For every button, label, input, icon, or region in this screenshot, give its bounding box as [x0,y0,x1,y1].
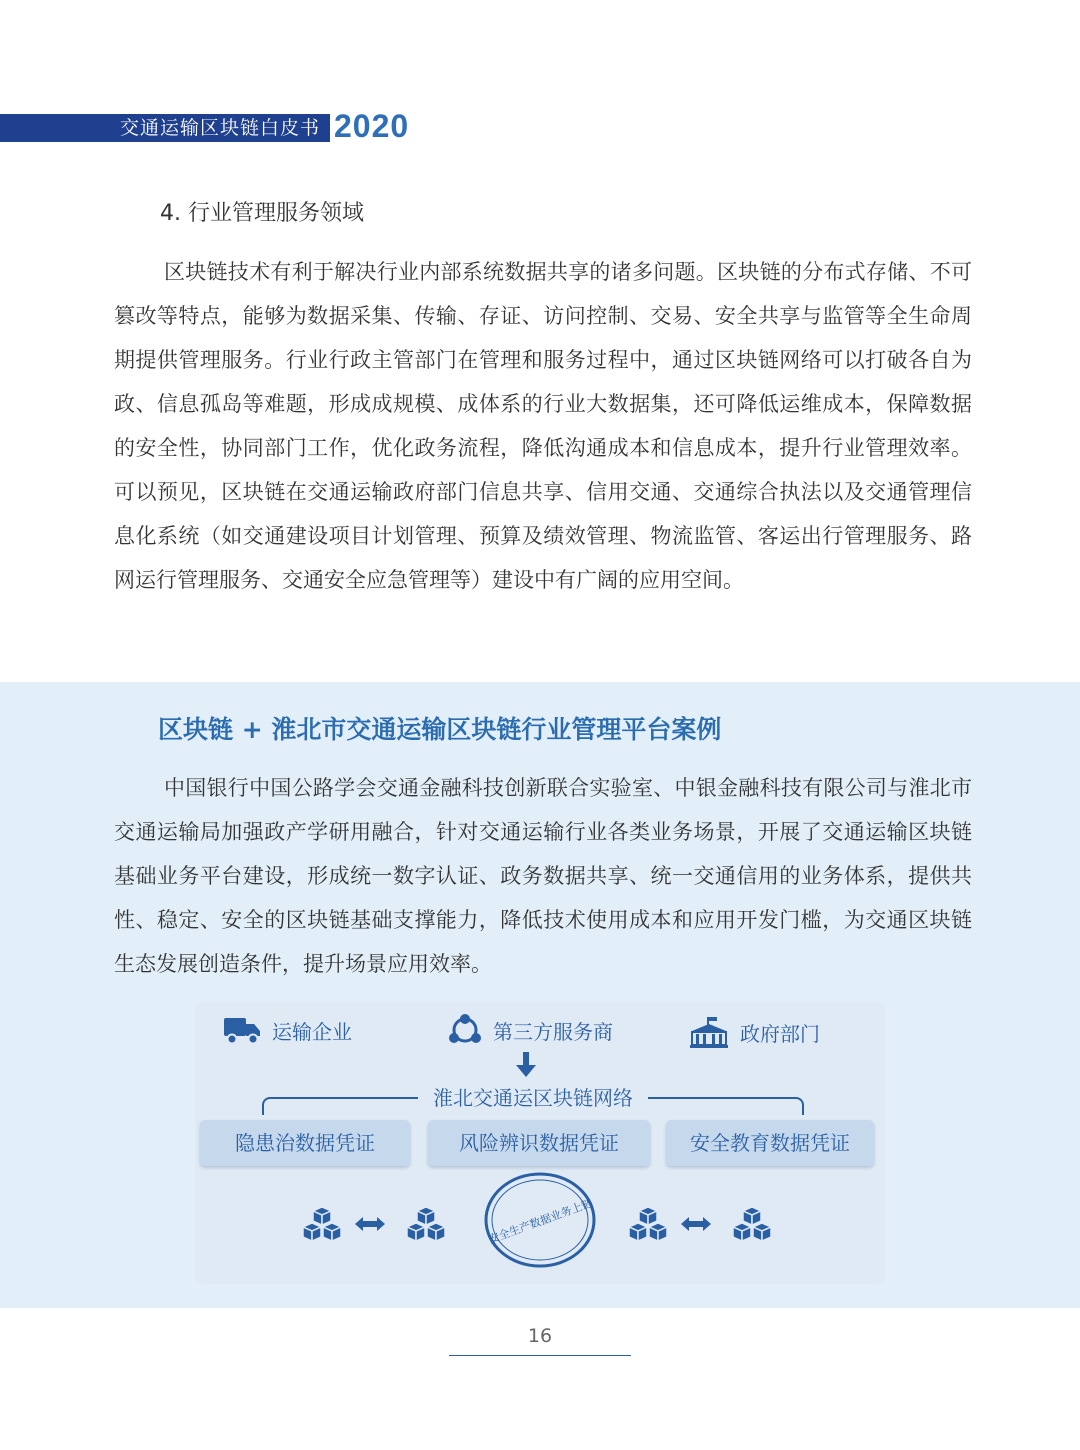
actor-transport-company [222,1010,352,1050]
blocks-icon [300,1205,344,1245]
double-arrow-icon [355,1216,385,1232]
section-heading: 4. 行业管理服务领域 [160,201,364,226]
double-arrow-icon [681,1216,711,1232]
case-title: 区块链 + 淮北市交通运输区块链行业管理平台案例 [158,715,722,744]
actor-government [688,1012,820,1052]
government-building-icon [688,1015,730,1049]
stamp-text: 安全生产数据业务上链 [486,1196,595,1247]
page-number-rule [449,1355,631,1356]
blocks-icon [730,1205,774,1245]
header-year: 2020 [334,108,410,144]
header-title: 交通运输区块链白皮书 [120,117,321,139]
actor-label: 运输企业 [272,1019,352,1044]
arrow-down-icon [514,1052,538,1078]
actor-label: 第三方服务商 [493,1019,613,1044]
truck-icon [222,1014,262,1046]
section-paragraph: 区块链技术有利于解决行业内部系统数据共享的诸多问题。区块链的分布式存储、不可篡改等特点，能够为数据采集、传输、存证、访问控制、交易、安全共享与监管等全生命周期提供管理服务。行业行政主管部门在管理和服务过程中，通过区块链网络可以打破各自为政、信息孤岛等难题，形成成规模、成体系的行业大数据集，还可降低运维成本，保障数据的安全性，协同部门工作，优化政务流程，降低沟通成本和信息成本，提升行业管理效率。可以预见，区块链在交通运输政府部门信息共享、信用交通、交通综合执法以及交通管理信息化系统（如交通建设项目计划管理、预算及绩效管理、物流监管、客运出行管理服务、路网运行管理服务、交通安全应急管理等）建设中有广阔的应用空间。 [114,260,972,592]
blocks-icon [404,1205,448,1245]
actor-third-party [447,1010,613,1050]
network-label: 淮北交通运区块链网络 [418,1082,648,1114]
blocks-icon [626,1205,670,1245]
credential-hazard: 隐患治数据凭证 [200,1120,410,1166]
credential-education: 安全教育数据凭证 [666,1120,874,1166]
actor-label: 政府部门 [740,1021,820,1046]
stamp-seal [482,1170,598,1270]
network-nodes-icon [447,1013,483,1047]
page-number: 16 [527,1325,553,1347]
case-paragraph: 中国银行中国公路学会交通金融科技创新联合实验室、中银金融科技有限公司与淮北市交通运输局加强政产学研用融合，针对交通运输行业各类业务场景，开展了交通运输区块链基础业务平台建设，形成统一数字认证、政务数据共享、统一交通信用的业务体系，提供共性、稳定、安全的区块链基础支撑能力，降低技术使用成本和应用开发门槛，为交通区块链生态发展创造条件，提升场景应用效率。 [114,776,972,976]
credential-risk: 风险辨识数据凭证 [428,1120,650,1166]
